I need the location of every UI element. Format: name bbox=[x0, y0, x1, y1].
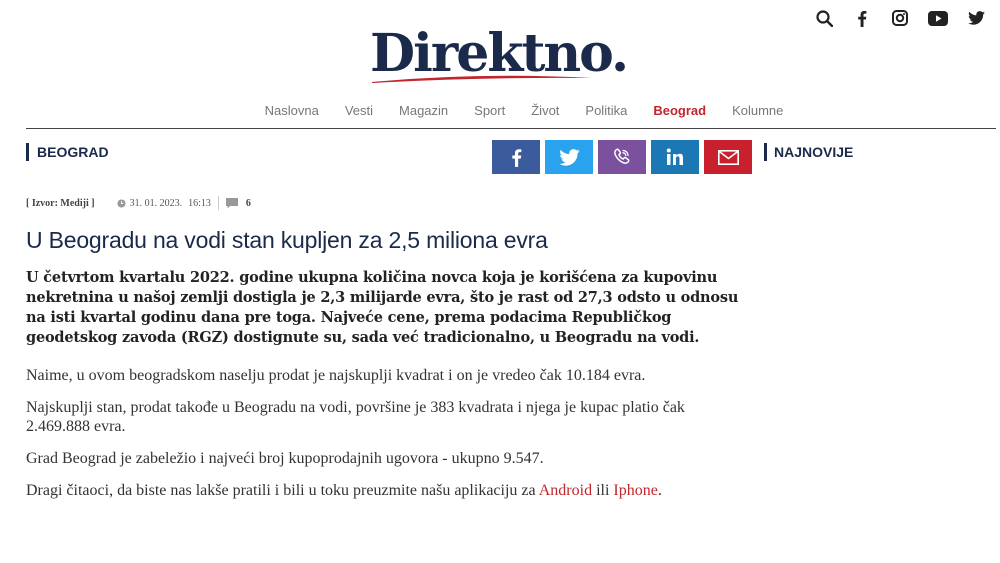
facebook-icon[interactable] bbox=[850, 8, 874, 28]
comment-count-link[interactable] bbox=[226, 198, 251, 209]
main-nav bbox=[0, 103, 1000, 118]
viber-icon bbox=[612, 147, 632, 167]
instagram-icon[interactable] bbox=[888, 8, 912, 28]
social-links bbox=[812, 8, 988, 28]
logo-swoosh-icon bbox=[372, 74, 592, 84]
android-app-link[interactable]: Android bbox=[538, 482, 593, 499]
article-paragraph: Najskuplji stan, prodat takođe u Beogradu na vodi, površine je 383 kvadrata i njega je kupac platio čak 2.469.888 evra. bbox=[26, 399, 685, 435]
share-facebook-button[interactable] bbox=[492, 140, 540, 174]
share-twitter-button[interactable] bbox=[545, 140, 593, 174]
share-buttons bbox=[492, 140, 752, 174]
sidebar-label: NAJNOVIJE bbox=[764, 143, 853, 161]
article-paragraph: Naime, u ovom beogradskom naselju prodat je najskuplji kvadrat i on je vredeo čak 10.184 evra. bbox=[26, 367, 646, 384]
iphone-app-link[interactable]: Iphone bbox=[613, 482, 658, 499]
email-icon bbox=[718, 150, 739, 165]
article-date-group bbox=[117, 198, 183, 209]
nav-item-sport[interactable]: Sport bbox=[474, 103, 506, 118]
search-icon[interactable] bbox=[812, 8, 836, 28]
app-promo-text: . bbox=[657, 482, 662, 499]
nav-item-magazin[interactable]: Magazin bbox=[399, 103, 449, 118]
nav-item-zivot[interactable]: Život bbox=[531, 103, 560, 118]
app-promo-paragraph bbox=[26, 481, 746, 500]
article-lead: U četvrtom kvartalu 2022. godine ukupna količina novca koja je korišćena za kupovinu nekretnina u našoj zemlji dostigla je 2,3 milijarde evra, što je rast od 27,3 odsto u odnosu na isti kvartal godinu dana pre toga. Najveće cene, prema podacima Republičkog geodetskog zavoda (RGZ) dostignute su, sada već tradicionalno, u Beogradu na vodi. bbox=[26, 269, 739, 346]
share-linkedin-button[interactable] bbox=[651, 140, 699, 174]
meta-divider bbox=[218, 196, 219, 210]
twitter-icon[interactable] bbox=[964, 8, 988, 28]
twitter-icon bbox=[559, 149, 580, 166]
app-promo-text: ili bbox=[592, 482, 614, 499]
nav-item-naslovna[interactable]: Naslovna bbox=[264, 103, 319, 118]
article-meta bbox=[26, 196, 251, 210]
youtube-icon[interactable] bbox=[926, 8, 950, 28]
share-email-button[interactable] bbox=[704, 140, 752, 174]
nav-item-politika[interactable]: Politika bbox=[585, 103, 628, 118]
article-paragraph: Grad Beograd je zabeležio i najveći broj kupoprodajnih ugovora - ukupno 9.547. bbox=[26, 450, 544, 467]
article-source: [ Izvor: Mediji ] bbox=[26, 197, 95, 209]
article-title: U Beogradu na vodi stan kupljen za 2,5 miliona evra bbox=[26, 227, 548, 253]
comment-icon bbox=[226, 198, 238, 209]
section-label[interactable]: BEOGRAD bbox=[26, 143, 109, 161]
app-promo-text: Dragi čitaoci, da biste nas lakše pratili i bili u toku preuzmite našu aplikaciju za bbox=[26, 482, 539, 499]
facebook-icon bbox=[511, 148, 522, 167]
logo-text: Direktno. bbox=[370, 23, 628, 84]
share-viber-button[interactable] bbox=[598, 140, 646, 174]
article-time: 16:13 bbox=[188, 197, 211, 209]
site-logo[interactable] bbox=[370, 23, 632, 86]
comment-count: 6 bbox=[245, 197, 251, 209]
clock-icon bbox=[117, 199, 126, 208]
nav-item-kolumne[interactable]: Kolumne bbox=[732, 103, 784, 118]
linkedin-icon bbox=[666, 148, 684, 166]
article-date: 31. 01. 2023. bbox=[129, 197, 183, 209]
nav-item-vesti[interactable]: Vesti bbox=[344, 103, 374, 118]
nav-item-beograd[interactable]: Beograd bbox=[653, 103, 707, 118]
header-divider bbox=[26, 128, 996, 129]
